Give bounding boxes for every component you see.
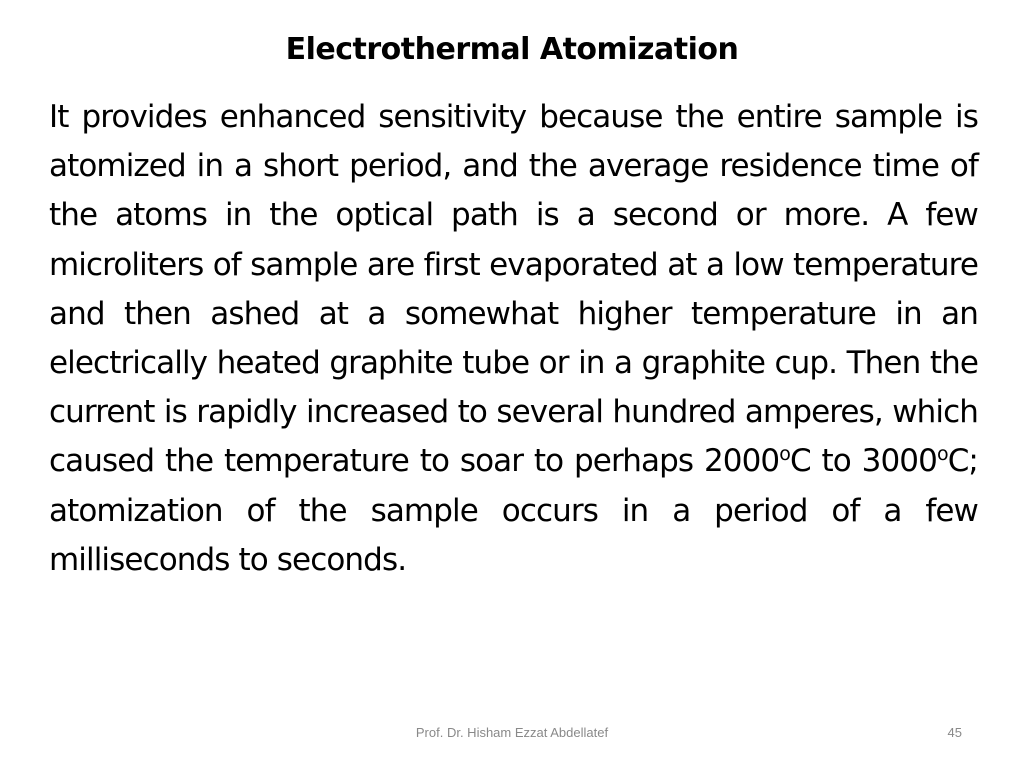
body-text-part-1: It provides enhanced sensitivity because the entire sample is atomized in a short period, and the average residence time of the atoms in the optical path is a second or more. A few microliters of sample are first evaporated at a low temperature and then ashed at a somewhat higher temperature in an electrically heated graphite tube or in a graphite cup. Then the current is rapidly increased to several hundred amperes, which caused the temperature to soar to perhaps 2000 xyxy=(49,99,978,480)
slide-body-text xyxy=(49,93,978,585)
slide-title: Electrothermal Atomization xyxy=(285,32,739,67)
degree-superscript-1: o xyxy=(779,443,790,466)
degree-superscript-2: o xyxy=(936,443,948,466)
slide-page-number: 45 xyxy=(947,725,962,740)
body-text-part-3: C; atomization of the sample occurs in a period of a few milliseconds to seconds. xyxy=(49,443,978,578)
body-text-part-2: C to 3000 xyxy=(789,443,937,480)
footer-author: Prof. Dr. Hisham Ezzat Abdellatef xyxy=(415,725,609,740)
